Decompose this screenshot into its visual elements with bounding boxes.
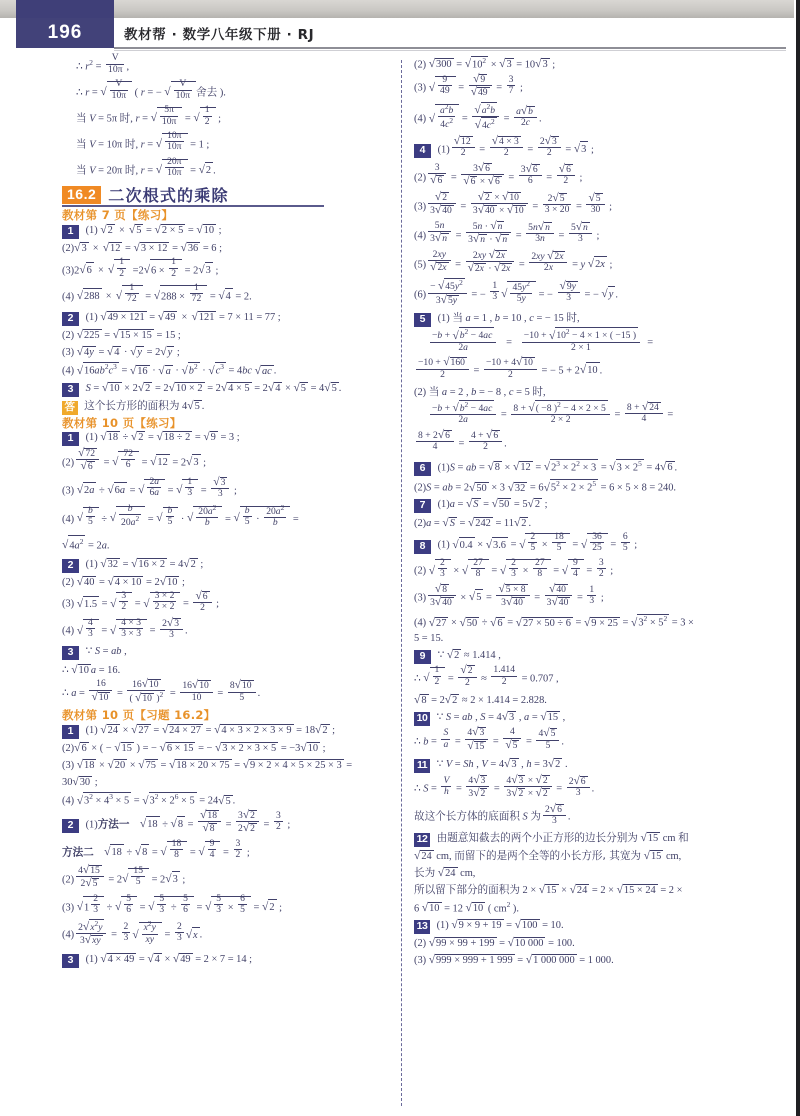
answer-item: 2 (1)方法一 √18 ÷ √8 = $\frac{√18}{√8}$ = $\frac{3√2}{2√2}$ = $\frac{3}{2}$ ; [62, 812, 392, 838]
item-badge-5: 5 [414, 313, 431, 327]
answer-item: (3) √1.5 = √ $\frac{3}{2}$ = √ $\frac{3 \times 2}{2 \times 2}$ = $\frac{√6}{2}$ ; [62, 589, 220, 614]
answer-item: (4) $√27 \times √50 \div √6 = √27 \times 50 \div 6 = √9 \times 25 = √3^2 \times 5^2 = 3$ × [414, 614, 694, 629]
item-badge-10: 10 [414, 712, 430, 726]
item-badge-3: 3 [62, 383, 79, 397]
answer-item: 3 ∵ S = ab , [62, 646, 392, 660]
intro-line-5: 当 V = 20π 时, r = √ $\frac{20\pi}{10\pi}$ = √2 . [62, 159, 392, 182]
answer-item: 5 = 15. [414, 633, 444, 645]
item-badge-1: 1 [62, 432, 79, 446]
answer-item: 30√30 ; [62, 775, 98, 788]
answer-item: (2) $\frac{3}{√6}$ = $\frac{3√6}{√6 \times √6}$ = $\frac{3√6}{6}$ = $\frac{√6}{2}$ ; [414, 161, 583, 188]
answer-item: (4) $√3^2 \times 4^3 \times 5 = √3^2 \times 2^6 \times 5 = 24√5$ . [62, 792, 236, 807]
answer-item: (3) √18 × √20 × √75 = √18 × 20 × 75 = √9 × 2 × 4 × 5 × 25 × 3 = [62, 758, 353, 771]
answer-item: (2) √40 = √4 × 10 = 2√10 ; [62, 575, 185, 588]
answer-item: 11 ∵ V = Sh , V = 4√3 , h = 3√2 . [414, 758, 760, 773]
answer-item: (2) 当 a = 2 , b = − 8 , c = 5 时, [414, 386, 546, 399]
answer-item: 1 (1) √18 ÷ √2 = √18 ÷ 2 = √9 = 3 ; [62, 431, 392, 446]
answer-item: 3 S = √10 × 2√2 = 2√10 × 2 = 2√4 × 5 = 2√4 × √5 = 4√5 . [62, 382, 392, 397]
answer-item: ∴ S = $\frac{V}{h}$ = $\frac{4√3}{3√2}$ = $\frac{4√3 \times √2}{3√2 \times √2}$ = $\frac{2√6}{3}$ . [414, 773, 595, 799]
subhead-p7-practice: 教材第 7 页【练习】 [62, 208, 174, 223]
answer-item: (2) $√300 = √10^2 \times √3 = 10√3$ ; [414, 56, 556, 71]
answer-item: 长为 √24 cm, [414, 867, 476, 880]
item-badge-2: 2 [62, 819, 79, 833]
subhead-p10-exercise: 教材第 10 页【习题 16.2】 [62, 708, 216, 723]
right-column [414, 56, 760, 970]
intro-line-4: 当 V = 10π 时, r = √ $\frac{10\pi}{10\pi}$ = 1 ; [62, 133, 392, 156]
answer-conclusion: 故这个长方体的底面积 S 为 $\frac{2√6}{3}$ . [414, 802, 571, 826]
answer-item: (3) √999 × 999 + 1 999 = √1 000 000 = 1 000. [414, 953, 614, 966]
intro-line-3: 当 V = 5π 时, r = √ $\frac{5\pi}{10\pi}$ = √ $\frac{1}{2}$ ; [62, 107, 392, 130]
answer-item: $√4a^2 = 2a$. [62, 535, 392, 555]
item-badge-2: 2 [62, 559, 79, 573]
top-gray-strip [0, 0, 800, 18]
section-number: 16.2 [62, 186, 101, 204]
item-badge-7: 7 [414, 499, 431, 513]
answer-item: $\frac{-b + √b^2 - 4ac}{2a}$ = $\frac{8 + √( -8 )^2 - 4 \times 2 \times 5}{2 \times 2}$ = $\frac{8 + √24}{4}$ = [432, 399, 674, 426]
answer-item: (4) √ $\frac{4}{3}$ = √ $\frac{4 \times 3}{3 \times 3}$ = $\frac{2√3}{3}$ . [62, 616, 188, 641]
left-column [62, 52, 392, 971]
answer-item: (2) $\frac{4√15}{2√5}$ = 2√ $\frac{15}{5}$ = 2√3 ; [62, 863, 186, 890]
answer-item: (4) $√16ab^2c^3 = √16 \cdot √a \cdot √b^2 \cdot √c^3 = 4bc$ √ac . [62, 362, 277, 377]
answer-item: (2) $\frac{√72}{√6}$ = √ $\frac{72}{6}$ = √12 = 2√3 ; [62, 446, 207, 473]
answer-item: (3) √4y = √4 · √y = 2√y ; [62, 345, 180, 358]
answer-item: (3) √2a ÷ √6a = √ $\frac{2a}{6a}$ = √ $\frac{1}{3}$ = $\frac{√3}{3}$ ; [62, 475, 237, 500]
answer-item: $\frac{-b + √b^2 - 4ac}{2a}$ = $\frac{-10 + √10^2 - 4 \times 1 \times ( -15 )}{2 \times 1}$ = [432, 327, 654, 353]
answer-item: 所以留下部分的面积为 2 × √15 × √24 = 2 × √15 × 24 = 2 × [414, 883, 683, 896]
answer-item: (2) √ $\frac{2}{3}$ × √ $\frac{27}{8}$ = √ $\frac{2}{3}$ × $\frac{27}{8}$ = √ $\frac{9}{4}$ = $\frac{3}{2}$ ; [414, 559, 760, 582]
item-badge-12: 12 [414, 833, 430, 847]
answer-item: (3)2√6 × √ $\frac{1}{2}$ =2√6 × $\frac{1}{2}$ = 2√3 ; [62, 259, 392, 282]
answer-item: 8 (1) √0.4 × √3.6 = √ $\frac{2}{5}$ × $\frac{18}{5}$ = √ $\frac{36}{25}$ = $\frac{6}{5}$ ; [414, 533, 760, 556]
answer-item: (2)√3 × √12 = √3 × 12 = √36 = 6 ; [62, 242, 222, 255]
answer-item: ∴ √ $\frac{1}{2}$ = $\frac{√2}{2}$ ≈ $\frac{1.414}{2}$ = 0.707 , [414, 664, 559, 688]
answer-item: 10 ∵ S = ab , S = 4√3 , a = √15 , [414, 711, 760, 726]
answer-item: (3) $\frac{√8}{3√40}$ × √5 = $\frac{√5 \times 8}{3√40}$ = $\frac{√40}{3√40}$ = $\frac{1}{3}$ ; [414, 582, 604, 608]
item-badge-2: 2 [62, 312, 79, 326]
answer-item: 9 ∵ √2 ≈ 1.414 , [414, 649, 760, 664]
intro-line-1: ∴ $r^2$ = $\frac{V}{10\pi}$ , [76, 52, 130, 75]
answer-item: 6 (1)S = ab = $√8 \times √12 = √2^3 \times 2^2 \times 3 = √3 \times 2^5 = 4√6$ . [414, 459, 760, 476]
answer-item: $\frac{8 + 2√6}{4}$ = $\frac{4 + √6}{2}$ . [418, 429, 507, 453]
header-rule [114, 47, 786, 49]
item-badge-3: 3 [62, 954, 79, 968]
page-number: 196 [16, 18, 114, 48]
answer-item: 4 (1) $\frac{√12}{2}$ = $\frac{√4 \times 3}{2}$ = $\frac{2√3}{2}$ = √3 ; [414, 138, 760, 162]
answer-item: 2 (1) √49 × 121 = √49 × √121 = 7 × 11 = 77 ; [62, 311, 392, 326]
answer-item: (5) $\frac{2xy}{√2x}$ = $\frac{2xy √2x}{√2x \cdot √2x}$ = $\frac{2xy √2x}{2x}$ = y √2x ; [414, 248, 613, 275]
answer-item: 6 √10 = 12 √10 ( $cm^2$ ). [414, 899, 519, 914]
answer-item: 1 (1) √2 × √5 = √2 × 5 = √10 ; [62, 224, 392, 239]
answer-item: (3) √1 $\frac{2}{3}$ ÷ √ $\frac{5}{6}$ = √ $\frac{5}{3}$ ÷ $\frac{5}{6}$ = √ $\frac{5}{3}$ × $\frac{6}{5}$ = √2 ; [62, 896, 392, 919]
item-badge-1: 1 [62, 225, 79, 239]
page-title: 教材帮 · 数学八年级下册 · RJ [124, 27, 315, 43]
answer-item: (3) √ $\frac{9}{49}$ = $\frac{√9}{√49}$ = $\frac{3}{7}$ ; [414, 72, 523, 99]
answer-item: (2) √99 × 99 + 199 = √10 000 = 100. [414, 936, 575, 949]
answer-item: 3 (1) √4 × 49 = √4 × √49 = 2 × 7 = 14 ; [62, 953, 392, 968]
section-title [62, 186, 324, 207]
answer-item: 13 (1) √9 × 9 + 19 = √100 = 10. [414, 919, 760, 934]
answer-item: 2 (1) √32 = √16 × 2 = 4√2 ; [62, 558, 392, 573]
answer-item: (6) $\frac{- √45y^2}{3√5y}$ = − $\frac{1}{3}$ √ $\frac{45y^2}{5y}$ = − $\frac{√9y}{3}$ = − √y . [414, 277, 618, 306]
answer-item: ∴ √10 a = 16. [62, 663, 121, 676]
column-divider [401, 60, 402, 1106]
item-badge-13: 13 [414, 920, 430, 934]
answer-item: ∴ b = $\frac{S}{a}$ = $\frac{4√3}{√15}$ = $\frac{4}{√5}$ = $\frac{4√5}{5}$ . [414, 726, 564, 752]
answer-item: (4) $\frac{2√x^2y}{3√xy}$ = $\frac{2}{3}$ √ $\frac{x^2y}{xy}$ = $\frac{2}{3}$ √x . [62, 918, 203, 947]
item-badge-8: 8 [414, 540, 431, 554]
item-badge-9: 9 [414, 650, 431, 664]
content-columns [0, 52, 800, 1112]
answer-item: (4) √ $\frac{b}{5}$ ÷ √ $\frac{b}{20a^2}$ = √ $\frac{b}{5}$ · √ $\frac{20a^2}{b}$ = √ $\frac{b}{5}$ · $\frac{20a^2}{b}$ = [62, 506, 392, 532]
intro-line-2: ∴ r = √ $\frac{V}{10\pi}$ ( r = − √ $\frac{V}{10\pi}$ 舍去 ). [62, 81, 392, 104]
answer-item: 方法二 √18 ÷ √8 = √ $\frac{18}{8}$ = √ $\frac{9}{4}$ = $\frac{3}{2}$ ; [62, 841, 392, 864]
answer-conclusion: 答 这个长方形的面积为 4√5 . [62, 400, 392, 415]
answer-item: ∴ a = $\frac{16}{√10}$ = $\frac{16√10}{( √10 )^2}$ = $\frac{16√10}{10}$ = $\frac{8√10}{5}$ . [62, 677, 261, 705]
answer-item: 12 由题意知截去的两个小正方形的边长分别为 √15 cm 和 [414, 832, 760, 847]
answer-item: (4) √ $\frac{a^2b}{4c^2}$ = $\frac{√a^2b}{√4c^2}$ = $\frac{a√b}{2c}$ . [414, 101, 542, 132]
answer-item: √8 = 2√2 ≈ 2 × 1.414 = 2.828. [414, 694, 547, 706]
item-badge-4: 4 [414, 144, 431, 158]
answer-item: (2) √225 = √15 × 15 = 15 ; [62, 328, 181, 341]
item-badge-6: 6 [414, 462, 431, 476]
answer-item: (4) √288 × √ $\frac{1}{72}$ = √288 × $\frac{1}{72}$ = √4 = 2. [62, 285, 392, 308]
section-name: 二次根式的乘除 [108, 186, 229, 206]
answer-item: (2)a = √S = √242 = 11√2 . [414, 516, 532, 529]
answer-item: (4) $\frac{5n}{3√n}$ = $\frac{5n \cdot √n}{3√n \cdot √n}$ = $\frac{5n√n}{3n}$ = $\frac{5√n}{3}$ ; [414, 219, 600, 246]
answer-item: (2)S = ab = 2√50 × 3 $√32 = 6√5^2 \times 2 \times 2^5 = 6 \times 5 \times 8 = 240$. [414, 479, 677, 494]
item-badge-3: 3 [62, 646, 79, 660]
top-strip-accent [16, 0, 114, 18]
page-header [0, 18, 800, 48]
subhead-p10-practice: 教材第 10 页【练习】 [62, 415, 182, 430]
answer-item: 1 (1) √24 × √27 = √24 × 27 = √4 × 3 × 2 × 3 × 9 = 18√2 ; [62, 724, 392, 739]
item-badge-11: 11 [414, 759, 430, 773]
answer-item: (2)√6 × ( − √15 ) = − √6 × 15 = − √3 × 2 × 3 × 5 = −3√10 ; [62, 742, 326, 755]
answer-item: $\frac{-10 + √160}{2}$ = $\frac{-10 + 4√10}{2}$ = − 5 + 2√10 . [418, 356, 603, 380]
answer-item: √24 cm, 而留下的是两个全等的小长方形, 其宽为 √15 cm, [414, 850, 682, 863]
answer-item: (3) $\frac{√2}{3√40}$ = $\frac{√2 \times √10}{3√40 \times √10}$ = $\frac{2√5}{3 \times 20}$ = $\frac{√5}{30}$ ; [414, 190, 613, 217]
answer-badge: 答 [62, 401, 78, 415]
header-rule-light [114, 50, 786, 51]
item-badge-1: 1 [62, 725, 79, 739]
answer-item: 7 (1)a = √S = √50 = 5√2 ; [414, 498, 760, 513]
answer-item: 5 (1) 当 a = 1 , b = 10 , c = − 15 时, [414, 312, 760, 327]
